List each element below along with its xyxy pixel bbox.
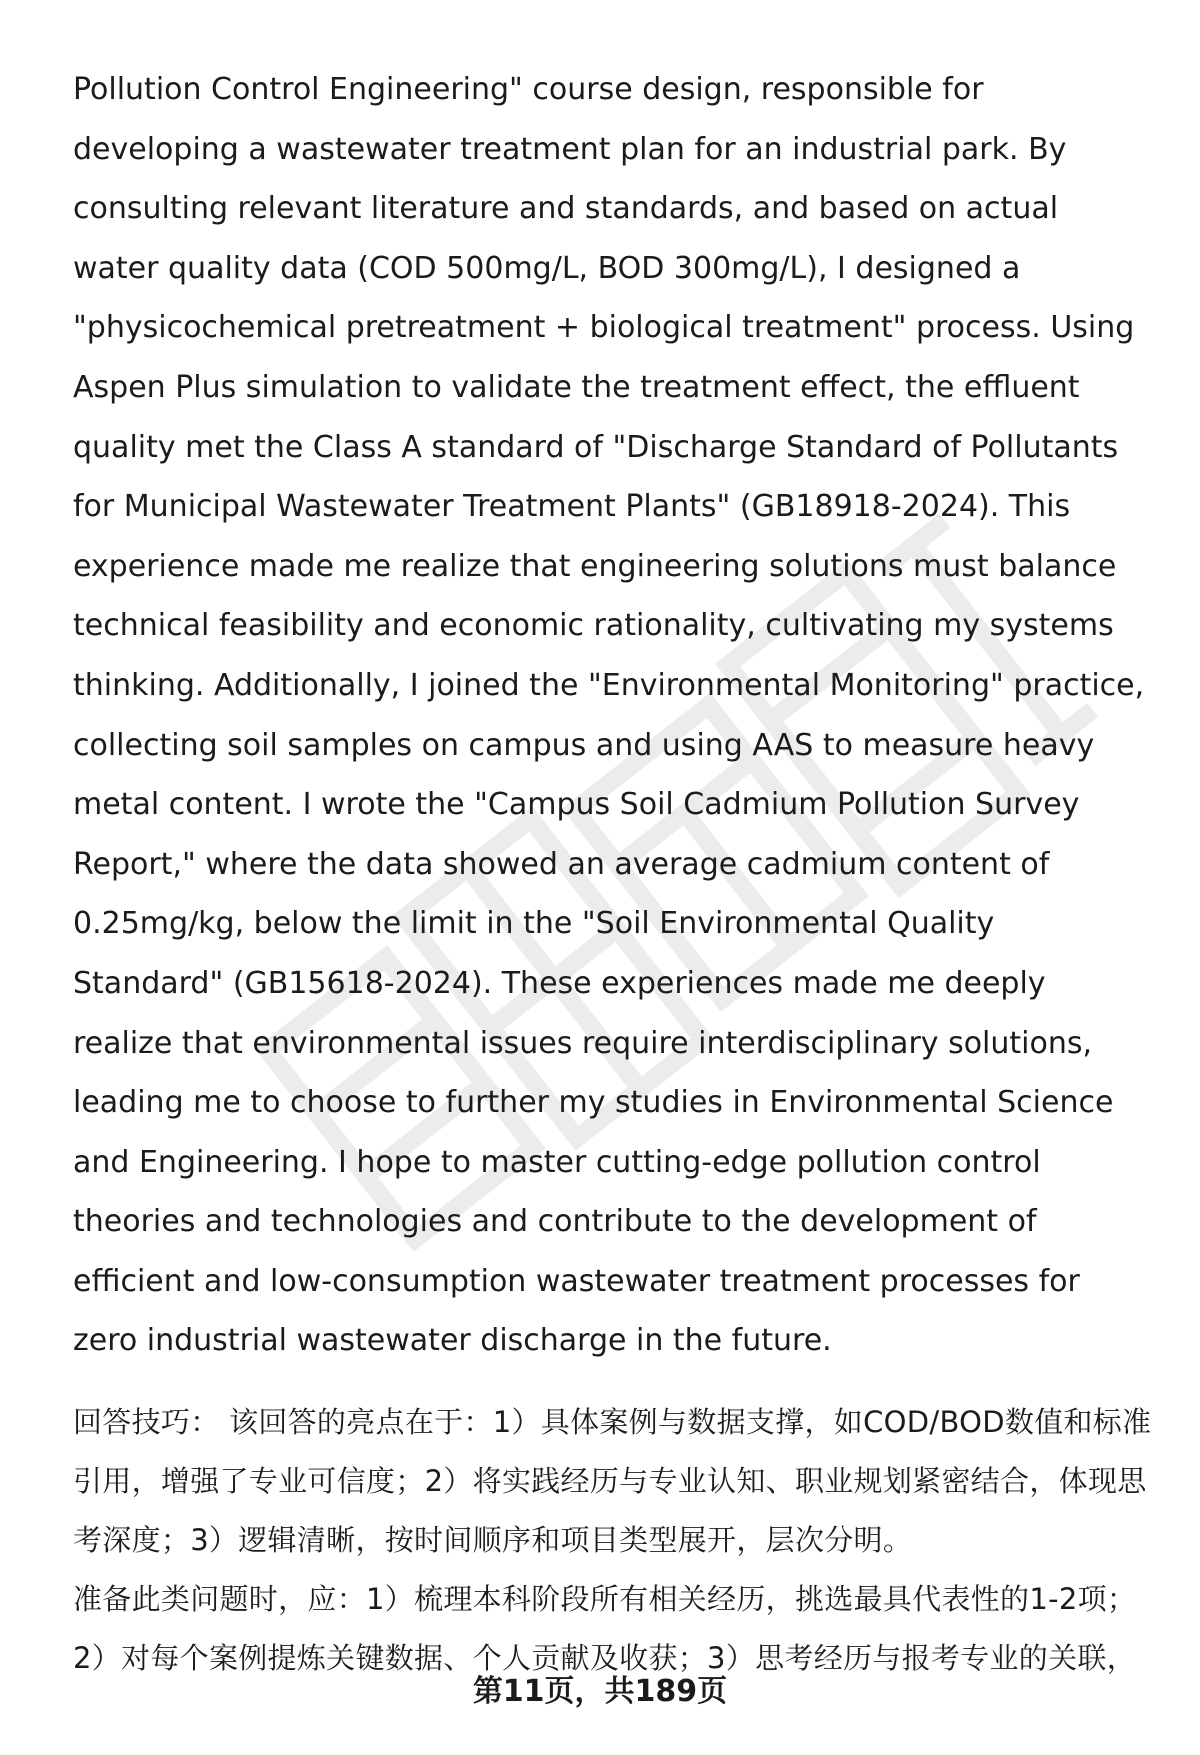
tips-section xyxy=(73,1393,1153,1688)
page-content xyxy=(73,60,1153,1688)
body-paragraph: Pollution Control Engineering" course design, responsible for developing a wastewater treatment plan for an industrial park. By consulting relevant literature and standards, and based on actual water quality data (COD 500mg/L, BOD 300mg/L), I designed a "physicochemical pretreatment + biological treatment" process. Using Aspen Plus simulation to validate the treatment effect, the effluent quality met the Class A standard of "Discharge Standard of Pollutants for Municipal Wastewater Treatment Plants" (GB18918-2024). This experience made me realize that engineering solutions must balance technical feasibility and economic rationality, cultivating my systems thinking. Additionally, I joined the "Environmental Monitoring" practice, collecting soil samples on campus and using AAS to measure heavy metal content. I wrote the "Campus Soil Cadmium Pollution Survey Report," where the data showed an average cadmium content of 0.25mg/kg, below the limit in the "Soil Environmental Quality Standard" (GB15618-2024). These experiences made me deeply realize that environmental issues require interdisciplinary solutions, leading me to choose to further my studies in Environmental Science and Engineering. I hope to master cutting-edge pollution control theories and technologies and contribute to the development of efficient and low-consumption wastewater treatment processes for zero industrial wastewater discharge in the future. xyxy=(73,72,1145,1359)
tips-paragraph-preparation: 准备此类问题时，应：1）梳理本科阶段所有相关经历，挑选最具代表性的1-2项；2）对每个案例提炼关键数据、个人贡献及收获；3）思考经历与报考专业的关联， xyxy=(73,1582,1137,1676)
tips-paragraph-answer-technique: 回答技巧： 该回答的亮点在于：1）具体案例与数据支撑，如COD/BOD数值和标准引用，增强了专业可信度；2）将实践经历与专业认知、职业规划紧密结合，体现思考深度；3）逻辑清晰，按时间顺序和项目类型展开，层次分明。 xyxy=(73,1405,1152,1558)
page-number-footer: 第11页，共189页 xyxy=(472,1674,728,1709)
